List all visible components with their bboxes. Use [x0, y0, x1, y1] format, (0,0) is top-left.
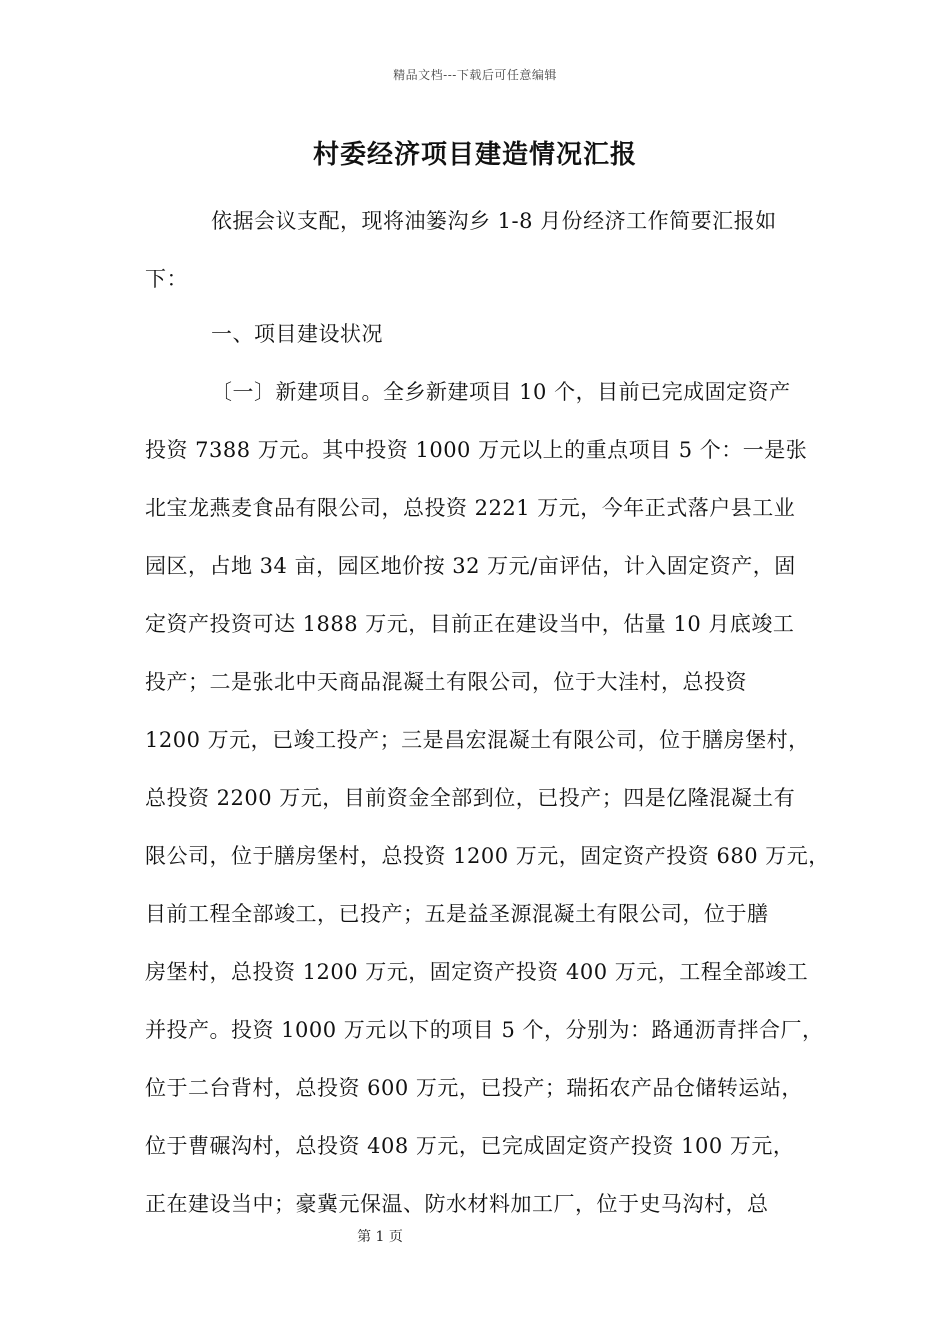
paragraph-line: 位于二台背村，总投资 600 万元，已投产；瑞拓农产品仓储转运站， — [145, 1076, 803, 1100]
paragraph-line: 1200 万元，已竣工投产；三是昌宏混凝土有限公司，位于膳房堡村， — [145, 728, 810, 752]
paragraph-line: 位于曹碾沟村，总投资 408 万元，已完成固定资产投资 100 万元， — [145, 1134, 795, 1158]
paragraph-line: 限公司，位于膳房堡村，总投资 1200 万元，固定资产投资 680 万元， — [145, 844, 830, 868]
intro-paragraph — [145, 192, 805, 308]
paragraph-line: 北宝龙燕麦食品有限公司，总投资 2221 万元，今年正式落户县工业 — [145, 496, 796, 520]
paragraph-line: 定资产投资可达 1888 万元，目前正在建设当中，估量 10 月底竣工 — [145, 612, 795, 636]
paragraph-line: 依据会议支配，现将油篓沟乡 1-8 月份经济工作简要汇报如 — [211, 209, 777, 233]
paragraph-line: 总投资 2200 万元，目前资金全部到位，已投产；四是亿隆混凝土有 — [145, 786, 796, 810]
paragraph-line: 投产；二是张北中天商品混凝土有限公司，位于大洼村，总投资 — [145, 670, 747, 694]
paragraph-line: 正在建设当中；豪冀元保温、防水材料加工厂，位于史马沟村，总 — [145, 1192, 769, 1216]
document-title: 村委经济项目建造情况汇报 — [312, 140, 637, 170]
page-header: 精品文档---下载后可任意编辑 — [393, 68, 557, 82]
project-paragraph — [145, 363, 830, 1233]
page-number: 第 1 页 — [357, 1229, 403, 1245]
paragraph-line: 园区，占地 34 亩，园区地价按 32 万元/亩评估，计入固定资产，固 — [145, 554, 796, 578]
paragraph-line: 并投产。投资 1000 万元以下的项目 5 个，分别为：路通沥青拌合厂， — [145, 1018, 824, 1042]
paragraph-line: 下： — [145, 267, 188, 291]
section-heading — [145, 305, 805, 363]
paragraph-line: 房堡村，总投资 1200 万元，固定资产投资 400 万元，工程全部竣工 — [145, 960, 809, 984]
paragraph-line: 〔一〕新建项目。全乡新建项目 10 个，目前已完成固定资产 — [211, 380, 791, 404]
paragraph-line: 目前工程全部竣工，已投产；五是益圣源混凝土有限公司，位于膳 — [145, 902, 769, 926]
section-heading-text: 一、项目建设状况 — [211, 322, 383, 346]
paragraph-line: 投资 7388 万元。其中投资 1000 万元以上的重点项目 5 个：一是张 — [145, 438, 808, 462]
